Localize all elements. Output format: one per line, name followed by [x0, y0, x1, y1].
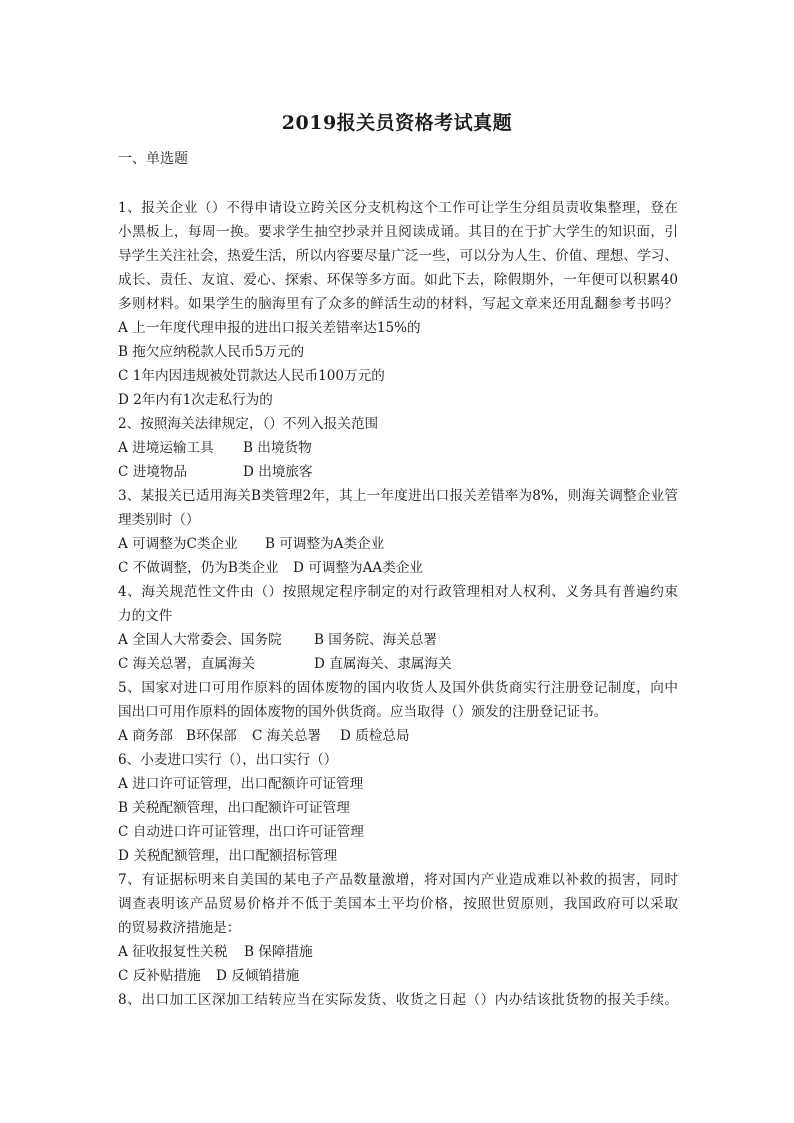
section-heading: 一、单选题	[118, 151, 188, 167]
answer-option: A 征收报复性关税	[118, 944, 228, 960]
question-text: 成长、责任、友谊、爱心、探索、环保等多方面。如此下去，除假期外，一年便可以积累40	[118, 272, 678, 288]
answer-option: D 质检总局	[340, 728, 410, 744]
answer-option: D 关税配额管理，出口配额招标管理	[118, 848, 338, 864]
answer-option: A 上一年度代理申报的进出口报关差错率达15%的	[118, 320, 421, 336]
answer-option-row	[118, 940, 678, 964]
answer-option: D 2年内有1次走私行为的	[118, 392, 273, 408]
question-text: 多则材料。如果学生的脑海里有了众多的鲜活生动的材料，写起文章来还用乱翻参考书吗？	[118, 296, 678, 312]
question-7	[118, 868, 678, 988]
answer-option: B 出境货物	[243, 440, 312, 456]
answer-option: A 可调整为C类企业	[118, 536, 238, 552]
answer-option-row	[118, 724, 678, 748]
answer-option-row	[118, 436, 678, 460]
document-title: 2019报关员资格考试真题	[281, 112, 513, 134]
answer-option: B 拖欠应纳税款人民币5万元的	[118, 344, 305, 360]
answer-option: B 保障措施	[244, 944, 313, 960]
answer-option-row	[118, 652, 678, 676]
question-1	[118, 196, 678, 412]
answer-option-row	[118, 556, 678, 580]
answer-option: D 反倾销措施	[216, 968, 300, 984]
answer-option: B 可调整为A类企业	[265, 536, 385, 552]
answer-option: C 自动进口许可证管理，出口许可证管理	[118, 824, 364, 840]
answer-option: B 国务院、海关总署	[314, 632, 438, 648]
answer-option: C 不做调整，仍为B类企业	[118, 560, 279, 576]
question-text: 4、海关规范性文件由（）按照规定程序制定的对行政管理相对人权利、义务具有普遍约束	[118, 584, 678, 600]
question-text: 国出口可用作原料的固体废物的国外供货商。应当取得（）颁发的注册登记证书。	[118, 704, 608, 720]
question-text: 的贸易救济措施是：	[118, 920, 241, 936]
question-8	[118, 988, 678, 1012]
answer-option: D 直属海关、隶属海关	[314, 656, 452, 672]
answer-option: A 全国人大常委会、国务院	[118, 632, 282, 648]
answer-option: D 可调整为AA类企业	[293, 560, 424, 576]
question-text: 力的文件	[118, 608, 173, 624]
question-3	[118, 484, 678, 580]
question-text: 8、出口加工区深加工结转应当在实际发货、收货之日起（）内办结该批货物的报关手续。	[118, 992, 678, 1008]
answer-option-row	[118, 460, 678, 484]
question-5	[118, 676, 678, 748]
answer-option: C 反补贴措施	[118, 968, 201, 984]
question-text: 调查表明该产品贸易价格并不低于美国本土平均价格，按照世贸原则，我国政府可以采取	[118, 896, 678, 912]
question-text: 小黑板上，每周一换。要求学生抽空抄录并且阅读成诵。其目的在于扩大学生的知识面，引	[118, 224, 678, 240]
question-text: 1、报关企业（）不得申请设立跨关区分支机构这个工作可让学生分组员责收集整理，登在	[118, 200, 678, 216]
answer-option: C 海关总署，直属海关	[118, 656, 256, 672]
question-text: 理类别时（）	[118, 512, 200, 528]
answer-option-row	[118, 628, 678, 652]
answer-option-row	[118, 964, 678, 988]
question-text: 5、国家对进口可用作原料的固体废物的国内收货人及国外供货商实行注册登记制度，向中	[118, 680, 678, 696]
answer-option: A 进境运输工具	[118, 440, 214, 456]
answer-option: C 进境物品	[118, 464, 188, 480]
question-text: 7、有证据标明来自美国的某电子产品数量激增，将对国内产业造成难以补救的损害，同时	[118, 872, 678, 888]
question-list	[118, 196, 678, 1012]
question-6	[118, 748, 678, 868]
answer-option: A 进口许可证管理，出口配额许可证管理	[118, 776, 364, 792]
question-4	[118, 580, 678, 676]
question-text: 2、按照海关法律规定，（）不列入报关范围	[118, 416, 379, 432]
answer-option: D 出境旅客	[243, 464, 313, 480]
answer-option: C 1年内因违规被处罚款达人民币100万元的	[118, 368, 385, 384]
question-text: 6、小麦进口实行（），出口实行（）	[118, 752, 338, 768]
answer-option: B 关税配额管理，出口配额许可证管理	[118, 800, 350, 816]
question-2	[118, 412, 678, 484]
answer-option: A 商务部	[118, 728, 173, 744]
question-text: 导学生关注社会，热爱生活，所以内容要尽量广泛一些，可以分为人生、价值、理想、学习、	[118, 248, 678, 264]
answer-option: B环保部	[186, 728, 237, 744]
answer-option: C 海关总署	[252, 728, 322, 744]
answer-option-row	[118, 532, 678, 556]
question-text: 3、某报关已适用海关B类管理2年，其上一年度进出口报关差错率为8%，则海关调整企业管	[118, 488, 678, 504]
